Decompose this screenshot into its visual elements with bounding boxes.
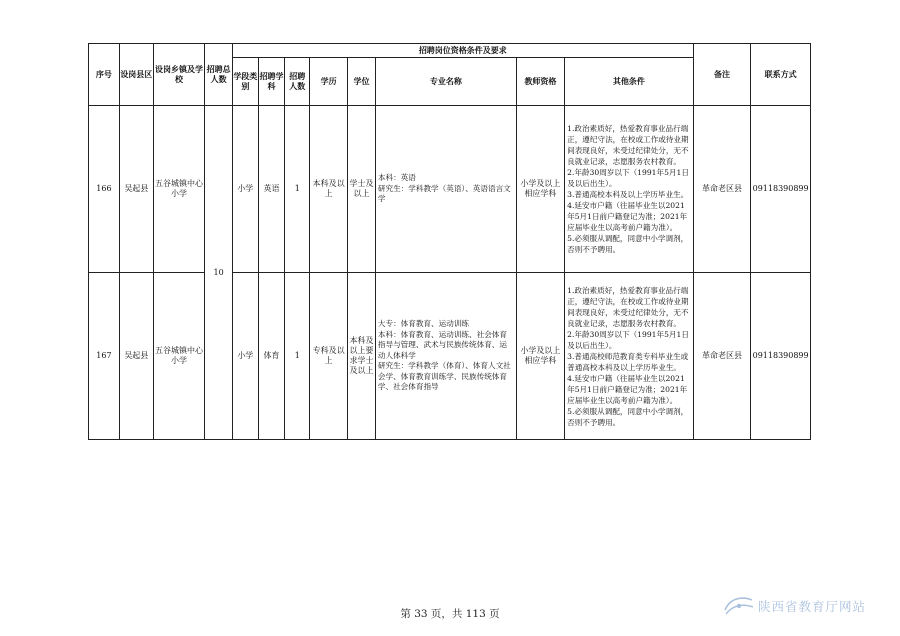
cell-county: 吴起县 [119,106,153,273]
cell-edu: 专科及以上 [310,273,348,440]
header-teacher-cert: 教师资格 [516,58,564,106]
cell-edu: 本科及以上 [310,106,348,273]
major-line: 大专：体育教育、运动训练 [377,319,470,329]
header-other: 其他条件 [565,58,694,106]
header-school: 设岗乡镇及学校 [153,44,204,106]
header-edu: 学历 [310,58,348,106]
header-row-1 [89,44,811,58]
page-footer: 第 33 页，共 113 页 [400,608,500,620]
cell-subject: 体育 [258,273,285,440]
condition-line: 3.普通高校本科及以上学历毕业生。 [567,190,689,199]
cell-seq: 167 [89,273,120,440]
condition-line: 1.政治素质好，热爱教育事业品行端正，遵纪守法，在校或工作或待业期间表现良好，未受过纪律处分，无不良就业记录，志愿服务农村教育。 [567,124,689,166]
header-contact: 联系方式 [751,44,811,106]
major-line: 研究生：学科教学（英语）、英语语言文学 [377,183,511,204]
cell-teacher-cert: 小学及以上相应学科 [516,273,564,440]
condition-line: 1.政治素质好，热爱教育事业品行端正，遵纪守法，在校或工作或待业期间表现良好，未受过纪律处分，无不良就业记录，志愿服务农村教育。 [567,285,689,328]
header-seq: 序号 [89,44,120,106]
condition-line: 2.年龄30周岁以下（1991年5月1日及以后出生）。 [567,329,689,350]
recruitment-table [88,43,811,440]
cell-count: 1 [285,273,310,440]
header-stage: 学段类别 [232,58,258,106]
header-count: 招聘人数 [285,58,310,106]
cell-other [565,106,694,273]
header-group: 招聘岗位资格条件及要求 [232,44,693,58]
condition-line: 5.必须服从调配，同意中小学调剂，否则不予聘用。 [567,406,689,427]
header-note: 备注 [693,44,751,106]
header-county: 设岗县区 [119,44,153,106]
cell-contact: 09118390899 [751,273,811,440]
condition-line: 3.普通高校师范教育类专科毕业生或普通高校本科及以上学历毕业生。 [567,351,689,372]
cell-count: 1 [285,106,310,273]
cell-degree: 本科及以上要求学士及以上 [348,273,376,440]
cell-contact: 09118390899 [751,106,811,273]
cell-teacher-cert: 小学及以上相应学科 [516,106,564,273]
condition-line: 4.延安市户籍（往届毕业生以2021年5月1日前户籍登记为准；2021年应届毕业生以高考前户籍为准）。 [567,373,688,405]
header-total: 招聘总人数 [205,44,233,106]
condition-line: 2.年龄30周岁以下（1991年5月1日及以后出生）。 [567,168,689,188]
cell-stage: 小学 [232,273,258,440]
cell-note: 革命老区县 [693,273,751,440]
cell-school: 五谷城镇中心小学 [153,106,204,273]
table-row [89,273,811,440]
seal-logo-icon [722,594,756,618]
cell-total: 10 [205,106,233,440]
header-major: 专业名称 [375,58,516,106]
condition-line: 4.延安市户籍（往届毕业生以2021年5月1日前户籍登记为准；2021年应届毕业生以高考前户籍为准）。 [567,201,688,232]
watermark [722,592,892,620]
cell-major [375,106,516,273]
major-line: 本科：体育教育、运动训练、社会体育指导与管理、武术与民族传统体育、运动人体科学 [377,329,507,360]
cell-other [565,273,694,440]
major-line: 研究生：学科教学（体育）、体育人文社会学、体育教育训练学、民族传统体育学、社会体育指导 [377,361,511,392]
cell-note: 革命老区县 [693,106,751,273]
table-row [89,106,811,273]
condition-line: 5.必须服从调配，同意中小学调剂，否则不予聘用。 [567,234,689,254]
watermark-text: 陕西省教育厅网站 [758,599,867,614]
cell-seq: 166 [89,106,120,273]
major-line: 本科：英语 [377,173,416,183]
cell-subject: 英语 [258,106,285,273]
cell-stage: 小学 [232,106,258,273]
cell-school: 五谷城镇中心小学 [153,273,204,440]
header-subject: 招聘学科 [258,58,285,106]
cell-degree: 学士及以上 [348,106,376,273]
header-degree: 学位 [348,58,376,106]
cell-county: 吴起县 [119,273,153,440]
cell-major [375,273,516,440]
